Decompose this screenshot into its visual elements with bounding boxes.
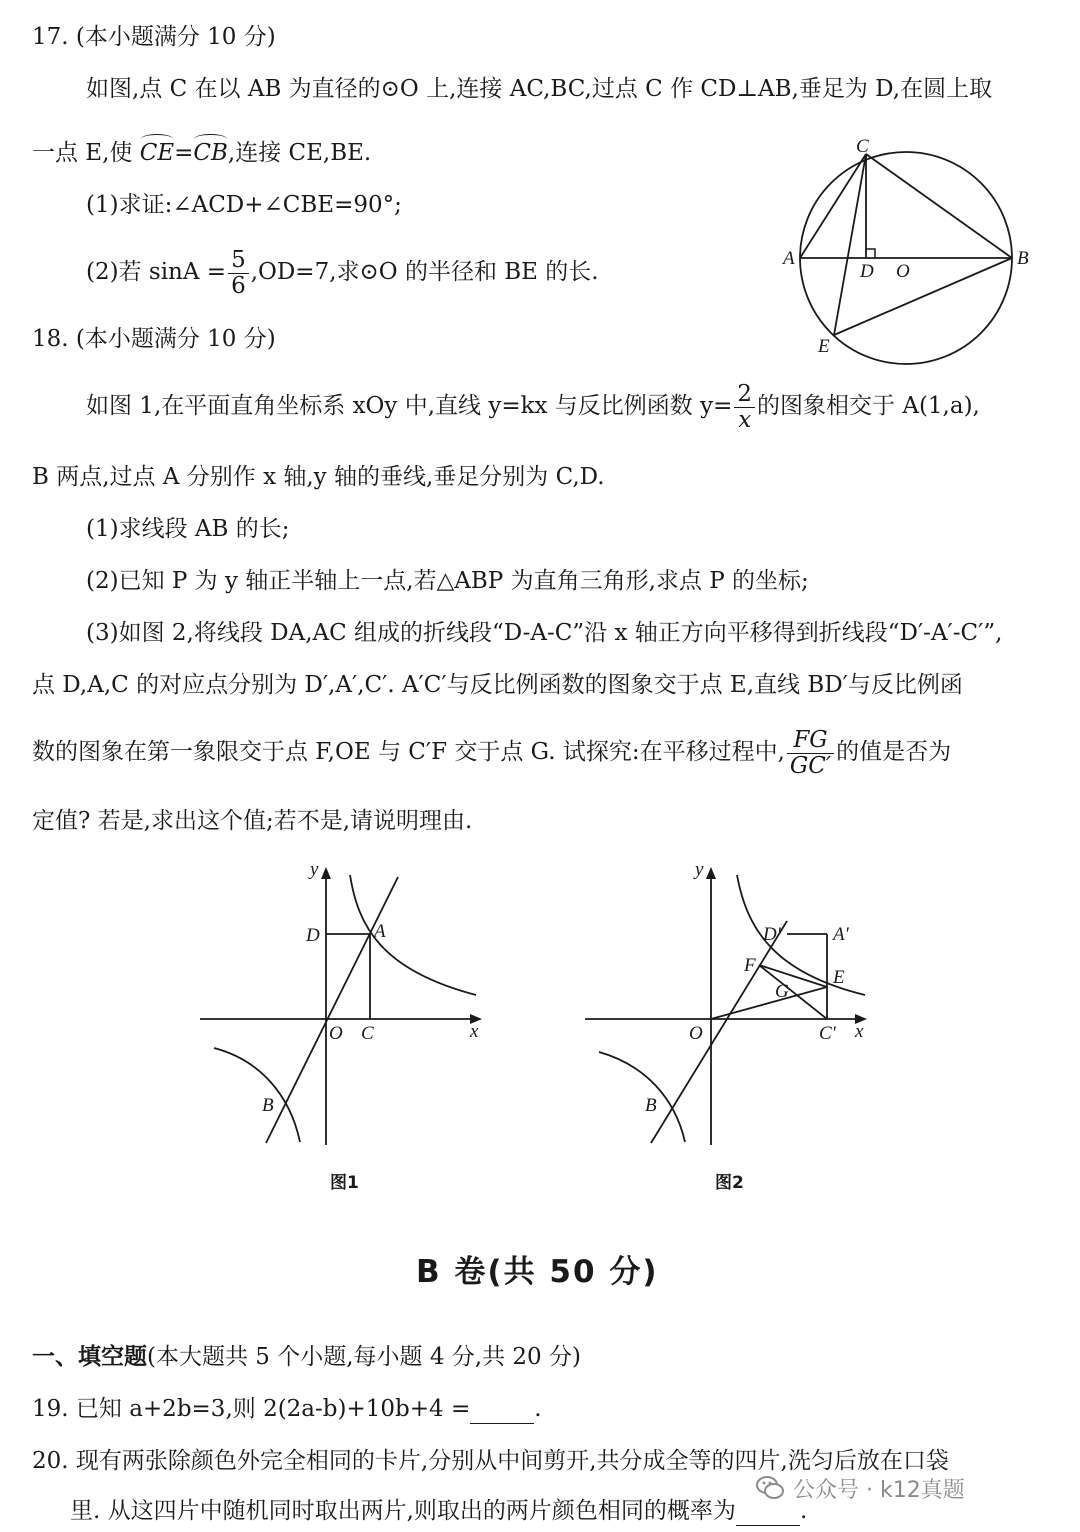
fig1-label-o: O: [329, 1023, 343, 1044]
arc-cb: CB: [193, 140, 228, 166]
wechat-icon: [755, 1473, 785, 1503]
fig2-label-x: x: [855, 1021, 864, 1042]
q17-line1: 如图,点 C 在以 AB 为直径的⊙O 上,连接 AC,BC,过点 C 作 CD⊥AB,垂足为 D,在圆上取: [86, 76, 993, 102]
q19-text: 19. 已知 a+2b=3,则 2(2a-b)+10b+4 =: [32, 1396, 471, 1422]
fig2-label-g: G: [775, 981, 789, 1002]
inverse-fraction-numerator: 2: [734, 382, 755, 407]
fig1-label-y: y: [310, 859, 319, 880]
fill-in-label: 一、填空题: [32, 1344, 147, 1370]
q18-part3-line1: (3)如图 2,将线段 DA,AC 组成的折线段“D-A-C”沿 x 轴正方向平移得到折线段“D′-A′-C′”,: [86, 620, 1003, 646]
q18-header: 18. (本小题满分 10 分): [32, 326, 276, 352]
fig1-label-a: A: [374, 921, 386, 942]
q20-line1: 20. 现有两张除颜色外完全相同的卡片,分别从中间剪开,共分成全等的四片,洗匀后放在口袋: [32, 1448, 949, 1474]
fill-in-note: (本大题共 5 个小题,每小题 4 分,共 20 分): [147, 1344, 581, 1370]
q17-line2: [32, 138, 371, 168]
fig2-label-e: E: [833, 967, 845, 988]
q19-answer-blank: [470, 1397, 534, 1424]
q17-part2-b: ,OD=7,求⊙O 的半径和 BE 的长.: [250, 259, 599, 285]
fig2-label-a: A′: [833, 924, 849, 945]
fig2-label-b: B: [645, 1095, 657, 1116]
watermark: [755, 1470, 965, 1506]
q18-part1: (1)求线段 AB 的长;: [86, 516, 290, 542]
q18-part3-line2: 点 D,A,C 的对应点分别为 D′,A′,C′. A′C′与反比例函数的图象交于点 E,直线 BD′与反比例函: [32, 672, 963, 698]
q19: [32, 1394, 542, 1424]
q18-part3-line3-a: 数的图象在第一象限交于点 F,OE 与 C′F 交于点 G. 试探究:在平移过程中,: [32, 739, 785, 765]
inverse-fraction-denominator: x: [738, 406, 752, 433]
point-label-a: A: [783, 248, 795, 269]
fig2-caption: 图2: [715, 1173, 744, 1193]
q18-part2: (2)已知 P 为 y 轴正半轴上一点,若△ABP 为直角三角形,求点 P 的坐标;: [86, 568, 809, 594]
q20-line2: [70, 1496, 807, 1526]
q17-part1: (1)求证:∠ACD+∠CBE=90°;: [86, 192, 402, 218]
q17-circle-figure: [780, 130, 1040, 360]
q18-part3-line3: [32, 724, 951, 780]
fig1-caption: 图1: [330, 1173, 359, 1193]
q18-figure-2: [575, 855, 885, 1155]
q18-line1-b: 的图象相交于 A(1,a),: [757, 393, 980, 419]
q18-line2: B 两点,过点 A 分别作 x 轴,y 轴的垂线,垂足分别为 C,D.: [32, 464, 605, 490]
watermark-text: 公众号 · k12真题: [793, 1477, 965, 1503]
q18-part3-line4: 定值? 若是,求出这个值;若不是,请说明理由.: [32, 808, 473, 834]
section-b-title: B 卷(共 50 分): [416, 1254, 659, 1290]
fg-gc-numerator: FG: [787, 728, 834, 753]
fig2-label-f: F: [744, 955, 756, 976]
fig2-label-d: D′: [763, 924, 781, 945]
q17-part2: [86, 244, 599, 300]
arc-ce: CE: [139, 140, 175, 166]
fig1-label-b: B: [262, 1095, 274, 1116]
fill-in-heading: [32, 1342, 581, 1372]
point-label-d: D: [860, 261, 874, 282]
fig1-label-d: D: [306, 925, 320, 946]
fg-gc-denominator: GC′: [789, 752, 832, 779]
q17-part2-a: (2)若 sinA =: [86, 259, 227, 285]
fig2-label-c: C′: [819, 1023, 836, 1044]
q17-header: 17. (本小题满分 10 分): [32, 24, 276, 50]
sin-fraction: [228, 248, 249, 297]
q20-line2-text: 里. 从这四片中随机同时取出两片,则取出的两片颜色相同的概率为: [70, 1498, 736, 1524]
q17-line2-b: ,连接 CE,BE.: [227, 140, 372, 166]
q18-part3-line3-b: 的值是否为: [836, 739, 952, 765]
sin-fraction-numerator: 5: [228, 248, 249, 273]
fig1-label-c: C: [361, 1023, 374, 1044]
point-label-e: E: [818, 336, 830, 357]
point-label-o: O: [896, 261, 910, 282]
point-label-c: C: [856, 136, 869, 157]
q18-figure-1: [190, 855, 500, 1155]
inverse-fraction: [734, 382, 755, 431]
sin-fraction-denominator: 6: [231, 272, 246, 299]
point-label-b: B: [1017, 248, 1029, 269]
fg-gc-fraction: [787, 728, 834, 777]
q18-line1-a: 如图 1,在平面直角坐标系 xOy 中,直线 y=kx 与反比例函数 y=: [86, 393, 733, 419]
fig2-label-y: y: [695, 859, 704, 880]
q19-end: .: [534, 1396, 542, 1422]
q17-line2-a: 一点 E,使: [32, 140, 133, 166]
q18-line1: [86, 378, 980, 434]
fig2-label-o: O: [689, 1023, 703, 1044]
fig1-label-x: x: [470, 1021, 479, 1042]
q20-end: .: [799, 1498, 808, 1524]
equals-sign: =: [174, 140, 194, 166]
